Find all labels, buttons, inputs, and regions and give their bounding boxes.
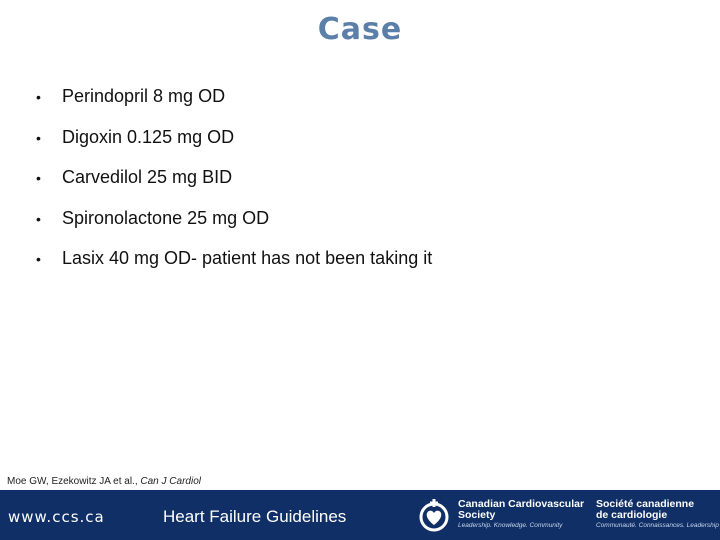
citation-journal: Can J Cardiol — [140, 476, 201, 487]
slide-title: Case — [317, 12, 403, 47]
org-en-tagline: Leadership. Knowledge. Community — [458, 522, 563, 529]
bullet-text: Perindopril 8 mg OD — [62, 86, 226, 106]
org-name-french — [596, 499, 719, 531]
org-en-line2: Society — [458, 509, 496, 521]
footer-guidelines-title: Heart Failure Guidelines — [163, 507, 347, 526]
bullet-dot-icon: • — [36, 89, 41, 105]
website-link[interactable]: www.ccs.ca — [8, 508, 105, 526]
bullet-dot-icon: • — [36, 210, 41, 227]
ccs-heart-logo-icon — [416, 497, 452, 533]
bullet-text: Digoxin 0.125 mg OD — [62, 126, 235, 147]
bullet-list — [36, 86, 432, 289]
bullet-text: Carvedilol 25 mg BID — [62, 167, 233, 187]
bullet-dot-icon: • — [36, 129, 41, 146]
bullet-dot-icon: • — [36, 251, 41, 267]
org-fr-tagline: Communauté. Connaissances. Leadership — [596, 522, 719, 529]
org-fr-line1: Société canadienne — [596, 498, 695, 510]
bullet-item — [36, 208, 432, 249]
bullet-item — [36, 167, 432, 208]
citation-authors: Moe GW, Ezekowitz JA et al., — [7, 476, 141, 487]
bullet-text: Lasix 40 mg OD- patient has not been taking it — [62, 248, 433, 268]
footer-bar — [0, 490, 720, 540]
bullet-text: Spironolactone 25 mg OD — [62, 207, 270, 228]
bullet-item — [36, 86, 432, 127]
org-en-line1: Canadian Cardiovascular — [458, 498, 585, 510]
org-name-english — [458, 499, 584, 531]
org-fr-line2: de cardiologie — [596, 509, 668, 521]
citation — [7, 476, 201, 487]
bullet-dot-icon: • — [36, 170, 41, 186]
bullet-item — [36, 127, 432, 168]
bullet-item — [36, 248, 432, 289]
